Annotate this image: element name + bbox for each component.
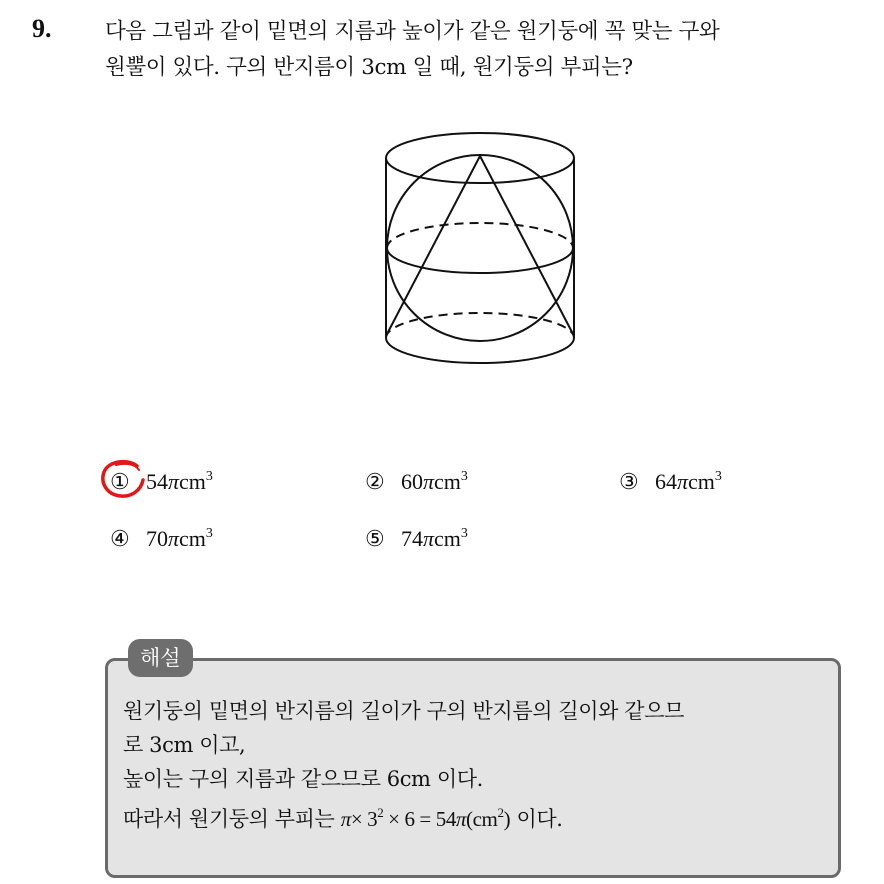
- choice-4-unit: cm: [179, 526, 206, 551]
- choice-4-value: 70: [146, 526, 168, 551]
- solution-expr-a-exp: 2: [377, 805, 384, 820]
- choice-2-pi: π: [423, 469, 435, 494]
- choice-5-pi: π: [423, 526, 435, 551]
- choice-2-value: 60: [401, 469, 423, 494]
- choice-2-exp: 3: [460, 469, 468, 484]
- question-text: [105, 14, 875, 86]
- cone-left-edge: [387, 156, 480, 334]
- choice-3-value: 64: [655, 469, 677, 494]
- question-line-1: 다음 그림과 같이 밑면의 지름과 높이가 같은 원기둥에 꼭 맞는 구와: [105, 19, 720, 44]
- choice-2-number: ②: [365, 469, 385, 494]
- choice-3[interactable]: [619, 469, 722, 495]
- choice-2-unit: cm: [434, 469, 461, 494]
- question-line-2: 원뿔이 있다. 구의 반지름이 3cm 일 때, 원기둥의 부피는?: [105, 55, 633, 80]
- choice-3-number: ③: [619, 469, 639, 494]
- question-number: 9.: [32, 14, 52, 43]
- choice-1-number: ①: [110, 469, 130, 494]
- solution-line-1: 원기둥의 밑면의 반지름의 길이가 구의 반지름의 길이와 같으므: [123, 699, 684, 723]
- choice-3-pi: π: [677, 469, 689, 494]
- choice-3-exp: 3: [714, 469, 722, 484]
- cylinder-bottom-back: [386, 313, 574, 338]
- choice-1-value: 54: [146, 469, 168, 494]
- choice-4-exp: 3: [205, 526, 213, 541]
- choice-5[interactable]: [365, 526, 468, 552]
- choice-1-exp: 3: [205, 469, 213, 484]
- choice-3-unit: cm: [688, 469, 715, 494]
- choice-1-pi: π: [168, 469, 180, 494]
- solution-pi-1: π: [340, 807, 351, 831]
- choice-5-exp: 3: [460, 526, 468, 541]
- solution-pi-2: π: [455, 807, 467, 831]
- choice-4-number: ④: [110, 526, 130, 551]
- solution-line-4: [123, 796, 833, 836]
- solution-expr-a: × 3: [350, 807, 378, 831]
- sphere-equator-back: [387, 223, 573, 248]
- choice-4[interactable]: [110, 526, 213, 552]
- solution-text: [123, 694, 833, 836]
- solution-expr-b: × 6 = 54: [383, 807, 456, 831]
- solution-tag: 해설: [128, 639, 193, 677]
- choice-1-unit: cm: [179, 469, 206, 494]
- answer-circle-mark: [99, 458, 149, 502]
- choice-5-value: 74: [401, 526, 423, 551]
- choice-4-pi: π: [168, 526, 180, 551]
- choice-2[interactable]: [365, 469, 468, 495]
- cone-right-edge: [480, 156, 573, 334]
- solution-line-2: 로 3cm 이고,: [123, 733, 246, 757]
- solution-expr-c: (cm: [466, 807, 498, 831]
- solution-expr-d: ): [503, 807, 511, 831]
- solution-line-3: 높이는 구의 지름과 같으므로 6cm 이다.: [123, 767, 483, 791]
- choice-5-unit: cm: [434, 526, 461, 551]
- solution-line-4-suffix: 이다.: [510, 807, 563, 831]
- solution-expr-c-exp: 2: [497, 805, 504, 820]
- solution-line-4-prefix: 따라서 원기둥의 부피는: [123, 807, 341, 831]
- sphere-equator-front: [387, 248, 573, 273]
- choice-5-number: ⑤: [365, 526, 385, 551]
- cylinder-sphere-cone-figure: [370, 120, 590, 380]
